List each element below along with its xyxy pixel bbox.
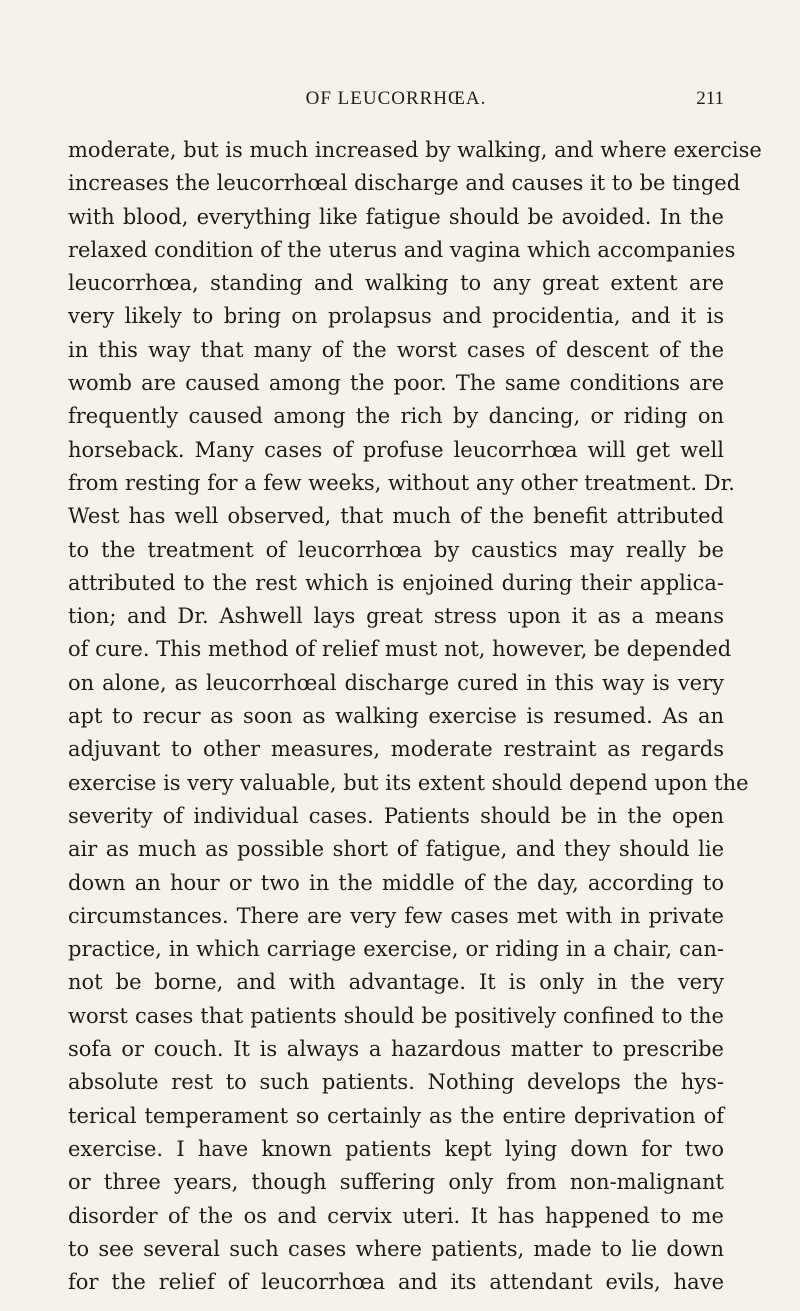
body-text (68, 134, 762, 1299)
text-line: absolute rest to such patients. Nothing develops the hys- (68, 1070, 724, 1095)
text-line: exercise. I have known patients kept lying down for two (68, 1136, 724, 1161)
text-line: on alone, as leucorrhœal discharge cured in this way is very (68, 670, 724, 695)
text-line: tion; and Dr. Ashwell lays great stress upon it as a means (68, 604, 724, 629)
text-line: relaxed condition of the uterus and vagina which accompanies (68, 237, 736, 262)
text-line: sofa or couch. It is always a hazardous matter to prescribe (68, 1037, 724, 1062)
text-line: moderate, but is much increased by walking, and where exercise (68, 138, 762, 162)
text-line: increases the leucorrhœal discharge and causes it to be tinged (68, 171, 741, 196)
text-line: circumstances. There are very few cases met with in private (68, 903, 724, 928)
text-line: down an hour or two in the middle of the day, according to (68, 870, 724, 895)
text-line: leucorrhœa, standing and walking to any great extent are (68, 271, 724, 296)
text-line: of cure. This method of relief must not, however, be depended (68, 637, 732, 662)
text-line: to see several such cases where patients, made to lie down (68, 1236, 724, 1261)
text-line: very likely to bring on prolapsus and procidentia, and it is (68, 304, 724, 329)
text-line: apt to recur as soon as walking exercise is resumed. As an (68, 704, 724, 729)
text-line: for the relief of leucorrhœa and its attendant evils, have (68, 1270, 724, 1295)
text-line: womb are caused among the poor. The same conditions are (68, 371, 724, 396)
text-line: in this way that many of the worst cases of descent of the (68, 337, 724, 362)
text-line: or three years, though suffering only from non-malignant (68, 1170, 724, 1195)
text-line: air as much as possible short of fatigue, and they should lie (68, 837, 724, 862)
text-line: terical temperament so certainly as the entire deprivation of (68, 1103, 724, 1128)
text-line: disorder of the os and cervix uteri. It has happened to me (68, 1203, 724, 1228)
running-title: OF LEUCORRHŒA. (305, 88, 487, 109)
text-line: with blood, everything like fatigue should be avoided. In the (68, 204, 724, 229)
text-line: from resting for a few weeks, without any other treatment. Dr. (68, 470, 735, 495)
text-line: not be borne, and with advantage. It is only in the very (68, 970, 724, 995)
page-number: 211 (696, 88, 724, 109)
text-line: adjuvant to other measures, moderate restraint as regards (68, 737, 724, 762)
text-line: worst cases that patients should be positively confined to the (68, 1003, 724, 1028)
text-line: horseback. Many cases of profuse leucorrhœa will get well (68, 437, 724, 462)
text-line: West has well observed, that much of the benefit attributed (68, 504, 724, 529)
running-head (68, 88, 724, 112)
text-line: severity of individual cases. Patients should be in the open (68, 803, 724, 828)
text-line: to the treatment of leucorrhœa by caustics may really be (68, 537, 724, 562)
text-line: practice, in which carriage exercise, or riding in a chair, can- (68, 937, 724, 962)
text-line: exercise is very valuable, but its extent should depend upon the (68, 770, 749, 795)
text-line: frequently caused among the rich by dancing, or riding on (68, 404, 724, 429)
text-line: attributed to the rest which is enjoined during their applica- (68, 570, 724, 595)
